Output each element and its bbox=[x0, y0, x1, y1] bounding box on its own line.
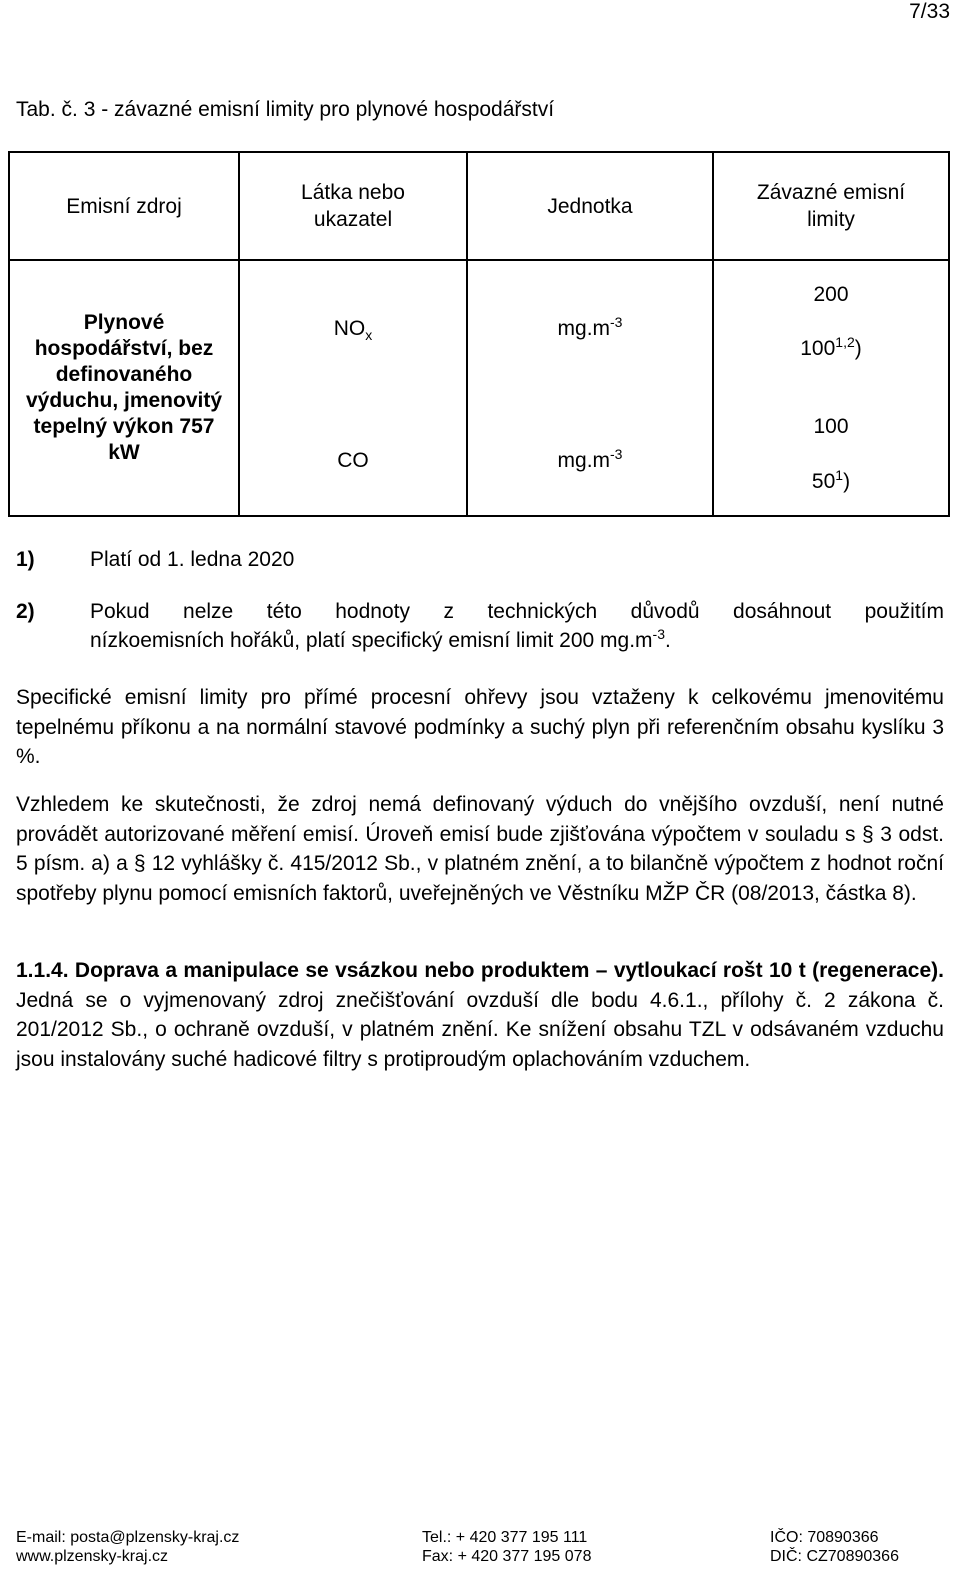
source-cell: Plynové hospodářství, bez definovaného výduchu, jmenovitý tepelný výkon 757 kW bbox=[9, 260, 239, 516]
header-limits: Závazné emisní limity bbox=[713, 152, 949, 260]
paragraph-specific-limits: Specifické emisní limity pro přímé procesní ohřevy jsou vztaženy k celkovému jmenovitému tepelnému příkonu a na normální stavové podmínky a suchý plyn při referenčním obsahu kyslíku 3 %. bbox=[16, 686, 944, 768]
co-limit-2: $50^1$) bbox=[811, 467, 851, 493]
paragraph-section-1-1-4: 1.1.4. Doprava a manipulace se vsázkou nebo produktem – vytloukací rošt 10 t (regenerace). Jedná se o vyjmenovaný zdroj znečišťování ovzduší dle bodu 4.6.1., přílohy č. 2 zákona č. 201/2012 Sb., o ochraně ovzduší, v platném znění. Ke snížení obsahu TZL v odsávaném vzduchu jsou instalovány suché hadicové filtry s protiproudým oplachováním vzduchem. bbox=[16, 959, 944, 1071]
limits-cell bbox=[713, 260, 949, 516]
footer-contact bbox=[16, 1528, 239, 1566]
footer-fax: Fax: + 420 377 195 078 bbox=[422, 1548, 592, 1565]
header-source: Emisní zdroj bbox=[9, 152, 239, 260]
table-row bbox=[9, 260, 949, 516]
table-title: Tab. č. 3 - závazné emisní limity pro plynové hospodářství bbox=[16, 98, 555, 121]
footer-tel: Tel.: + 420 377 195 111 bbox=[422, 1529, 588, 1546]
substance-cell bbox=[239, 260, 467, 516]
footer-ids bbox=[770, 1528, 899, 1566]
footer-web: www.plzensky-kraj.cz bbox=[16, 1548, 169, 1565]
footer-dic: DIČ: CZ70890366 bbox=[770, 1548, 899, 1565]
co-label: CO bbox=[337, 449, 369, 472]
nox-label: $NO_x$ bbox=[333, 317, 373, 344]
nox-unit: $mg.m^{-3}$ bbox=[557, 314, 623, 340]
note-2: 2) Pokud nelze této hodnoty z technických důvodů dosáhnout použitím nízkoemisních hořáků, platí specifický emisní limit 200 $mg.m^{-3}$. bbox=[16, 600, 944, 652]
nox-limit-2: 100$^{1,2}$) bbox=[800, 334, 862, 360]
footer-phone bbox=[422, 1528, 591, 1566]
emission-limits-table bbox=[8, 151, 950, 517]
footer-ico: IČO: 70890366 bbox=[770, 1529, 879, 1546]
section-heading: 1.1.4. Doprava a manipulace se vsázkou nebo produktem – vytloukací rošt 10 t (regenerace). bbox=[16, 959, 944, 982]
header-substance: Látka nebo ukazatel bbox=[239, 152, 467, 260]
co-limit-1: 100 bbox=[813, 415, 849, 438]
header-unit: Jednotka bbox=[467, 152, 713, 260]
unit-cell bbox=[467, 260, 713, 516]
footer-email: E-mail: posta@plzensky-kraj.cz bbox=[16, 1529, 240, 1546]
note-1: 1) Platí od 1. ledna 2020 bbox=[16, 548, 295, 571]
nox-limit-1: 200 bbox=[813, 283, 849, 306]
table-header-row bbox=[9, 152, 949, 260]
page-number: 7/33 bbox=[909, 0, 950, 23]
co-unit: $mg.m^{-3}$ bbox=[557, 446, 623, 472]
paragraph-measurement: Vzhledem ke skutečnosti, že zdroj nemá definovaný výduch do vnějšího ovzduší, není nutné provádět autorizované měření emisí. Úroveň emisí bude zjišťována výpočtem v souladu s § 3 odst. 5 písm. a) a § 12 vyhlášky č. 415/2012 Sb., v platném znění, a to bilančně výpočtem z hodnot roční spotřeby plynu pomocí emisních faktorů, uveřejněných ve Věstníku MŽP ČR (08/2013, částka 8). bbox=[16, 793, 944, 905]
